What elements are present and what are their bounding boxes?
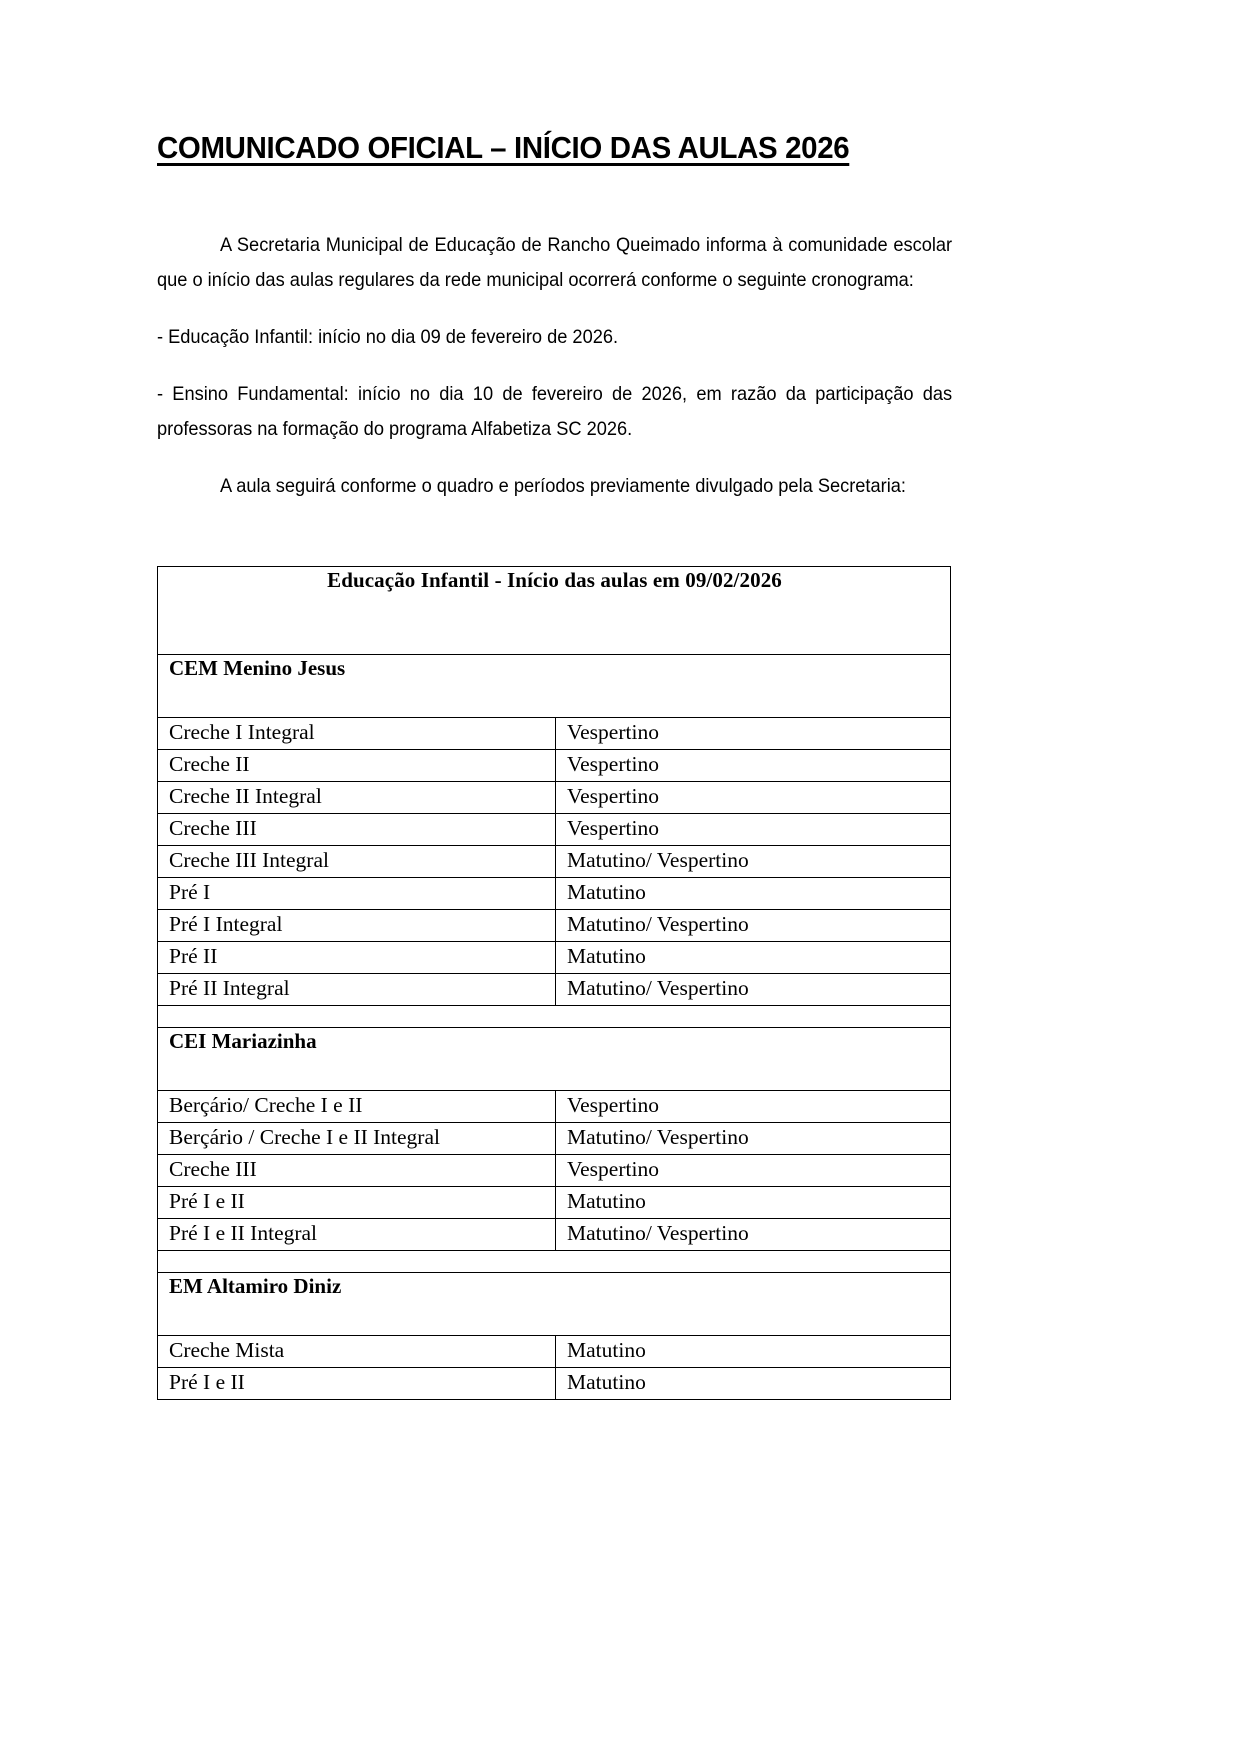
turma-cell: Pré I Integral <box>158 909 556 941</box>
turma-cell: Creche II <box>158 749 556 781</box>
periodo-cell: Vespertino <box>556 717 951 749</box>
page-title: COMUNICADO OFICIAL – INÍCIO DAS AULAS 2026 <box>157 131 850 165</box>
turma-cell: Pré I e II <box>158 1186 556 1218</box>
table-row <box>158 813 951 845</box>
turma-cell: Creche I Integral <box>158 717 556 749</box>
school-name: CEI Mariazinha <box>158 1027 951 1090</box>
turma-cell: Pré II Integral <box>158 973 556 1005</box>
turma-cell: Creche II Integral <box>158 781 556 813</box>
spacer-cell <box>158 1250 951 1272</box>
school-header-row <box>158 654 951 717</box>
table-row <box>158 1154 951 1186</box>
paragraph-educacao-infantil: - Educação Infantil: início no dia 09 de fevereiro de 2026. <box>157 325 619 348</box>
turma-cell: Pré I <box>158 877 556 909</box>
periodo-cell: Matutino <box>556 1335 951 1367</box>
table-caption: Educação Infantil - Início das aulas em 09/02/2026 <box>158 566 951 654</box>
section-spacer-row <box>158 1250 951 1272</box>
table-row <box>158 1122 951 1154</box>
table-row <box>158 845 951 877</box>
table-row <box>158 941 951 973</box>
periodo-cell: Matutino/ Vespertino <box>556 973 951 1005</box>
body-text-block <box>157 228 952 504</box>
table-row <box>158 909 951 941</box>
periodo-cell: Matutino <box>556 1367 951 1399</box>
table-row <box>158 877 951 909</box>
periodo-cell: Vespertino <box>556 1090 951 1122</box>
school-name: CEM Menino Jesus <box>158 654 951 717</box>
turma-cell: Pré I e II <box>158 1367 556 1399</box>
school-header-row <box>158 1272 951 1335</box>
school-header-row <box>158 1027 951 1090</box>
table-row <box>158 717 951 749</box>
document-content <box>157 0 952 1400</box>
table-row <box>158 781 951 813</box>
turma-cell: Creche III Integral <box>158 845 556 877</box>
school-name: EM Altamiro Diniz <box>158 1272 951 1335</box>
paragraph-intro: A Secretaria Municipal de Educação de Rancho Queimado informa à comunidade escolar que o início das aulas regulares da rede municipal ocorrerá conforme o seguinte cronograma: <box>157 233 953 291</box>
periodo-cell: Matutino <box>556 941 951 973</box>
periodo-cell: Vespertino <box>556 781 951 813</box>
schedule-table-wrapper <box>157 566 952 1400</box>
periodo-cell: Vespertino <box>556 749 951 781</box>
table-caption-row <box>158 566 951 654</box>
turma-cell: Berçário / Creche I e II Integral <box>158 1122 556 1154</box>
periodo-cell: Vespertino <box>556 1154 951 1186</box>
schedule-table <box>157 566 951 1400</box>
table-row <box>158 1186 951 1218</box>
periodo-cell: Matutino/ Vespertino <box>556 1218 951 1250</box>
paragraph-quadro: A aula seguirá conforme o quadro e períodos previamente divulgado pela Secretaria: <box>219 474 906 497</box>
periodo-cell: Matutino/ Vespertino <box>556 909 951 941</box>
turma-cell: Creche Mista <box>158 1335 556 1367</box>
turma-cell: Creche III <box>158 1154 556 1186</box>
table-row <box>158 973 951 1005</box>
table-row <box>158 1218 951 1250</box>
turma-cell: Pré II <box>158 941 556 973</box>
table-row <box>158 1090 951 1122</box>
schedule-table-body <box>158 566 951 1399</box>
turma-cell: Berçário/ Creche I e II <box>158 1090 556 1122</box>
turma-cell: Creche III <box>158 813 556 845</box>
table-row <box>158 1367 951 1399</box>
turma-cell: Pré I e II Integral <box>158 1218 556 1250</box>
periodo-cell: Matutino/ Vespertino <box>556 845 951 877</box>
periodo-cell: Vespertino <box>556 813 951 845</box>
periodo-cell: Matutino <box>556 877 951 909</box>
table-row <box>158 1335 951 1367</box>
spacer-cell <box>158 1005 951 1027</box>
paragraph-ensino-fundamental: - Ensino Fundamental: início no dia 10 de fevereiro de 2026, em razão da participação das professoras na formação do programa Alfabetiza SC 2026. <box>157 382 953 440</box>
table-row <box>158 749 951 781</box>
periodo-cell: Matutino/ Vespertino <box>556 1122 951 1154</box>
section-spacer-row <box>158 1005 951 1027</box>
periodo-cell: Matutino <box>556 1186 951 1218</box>
